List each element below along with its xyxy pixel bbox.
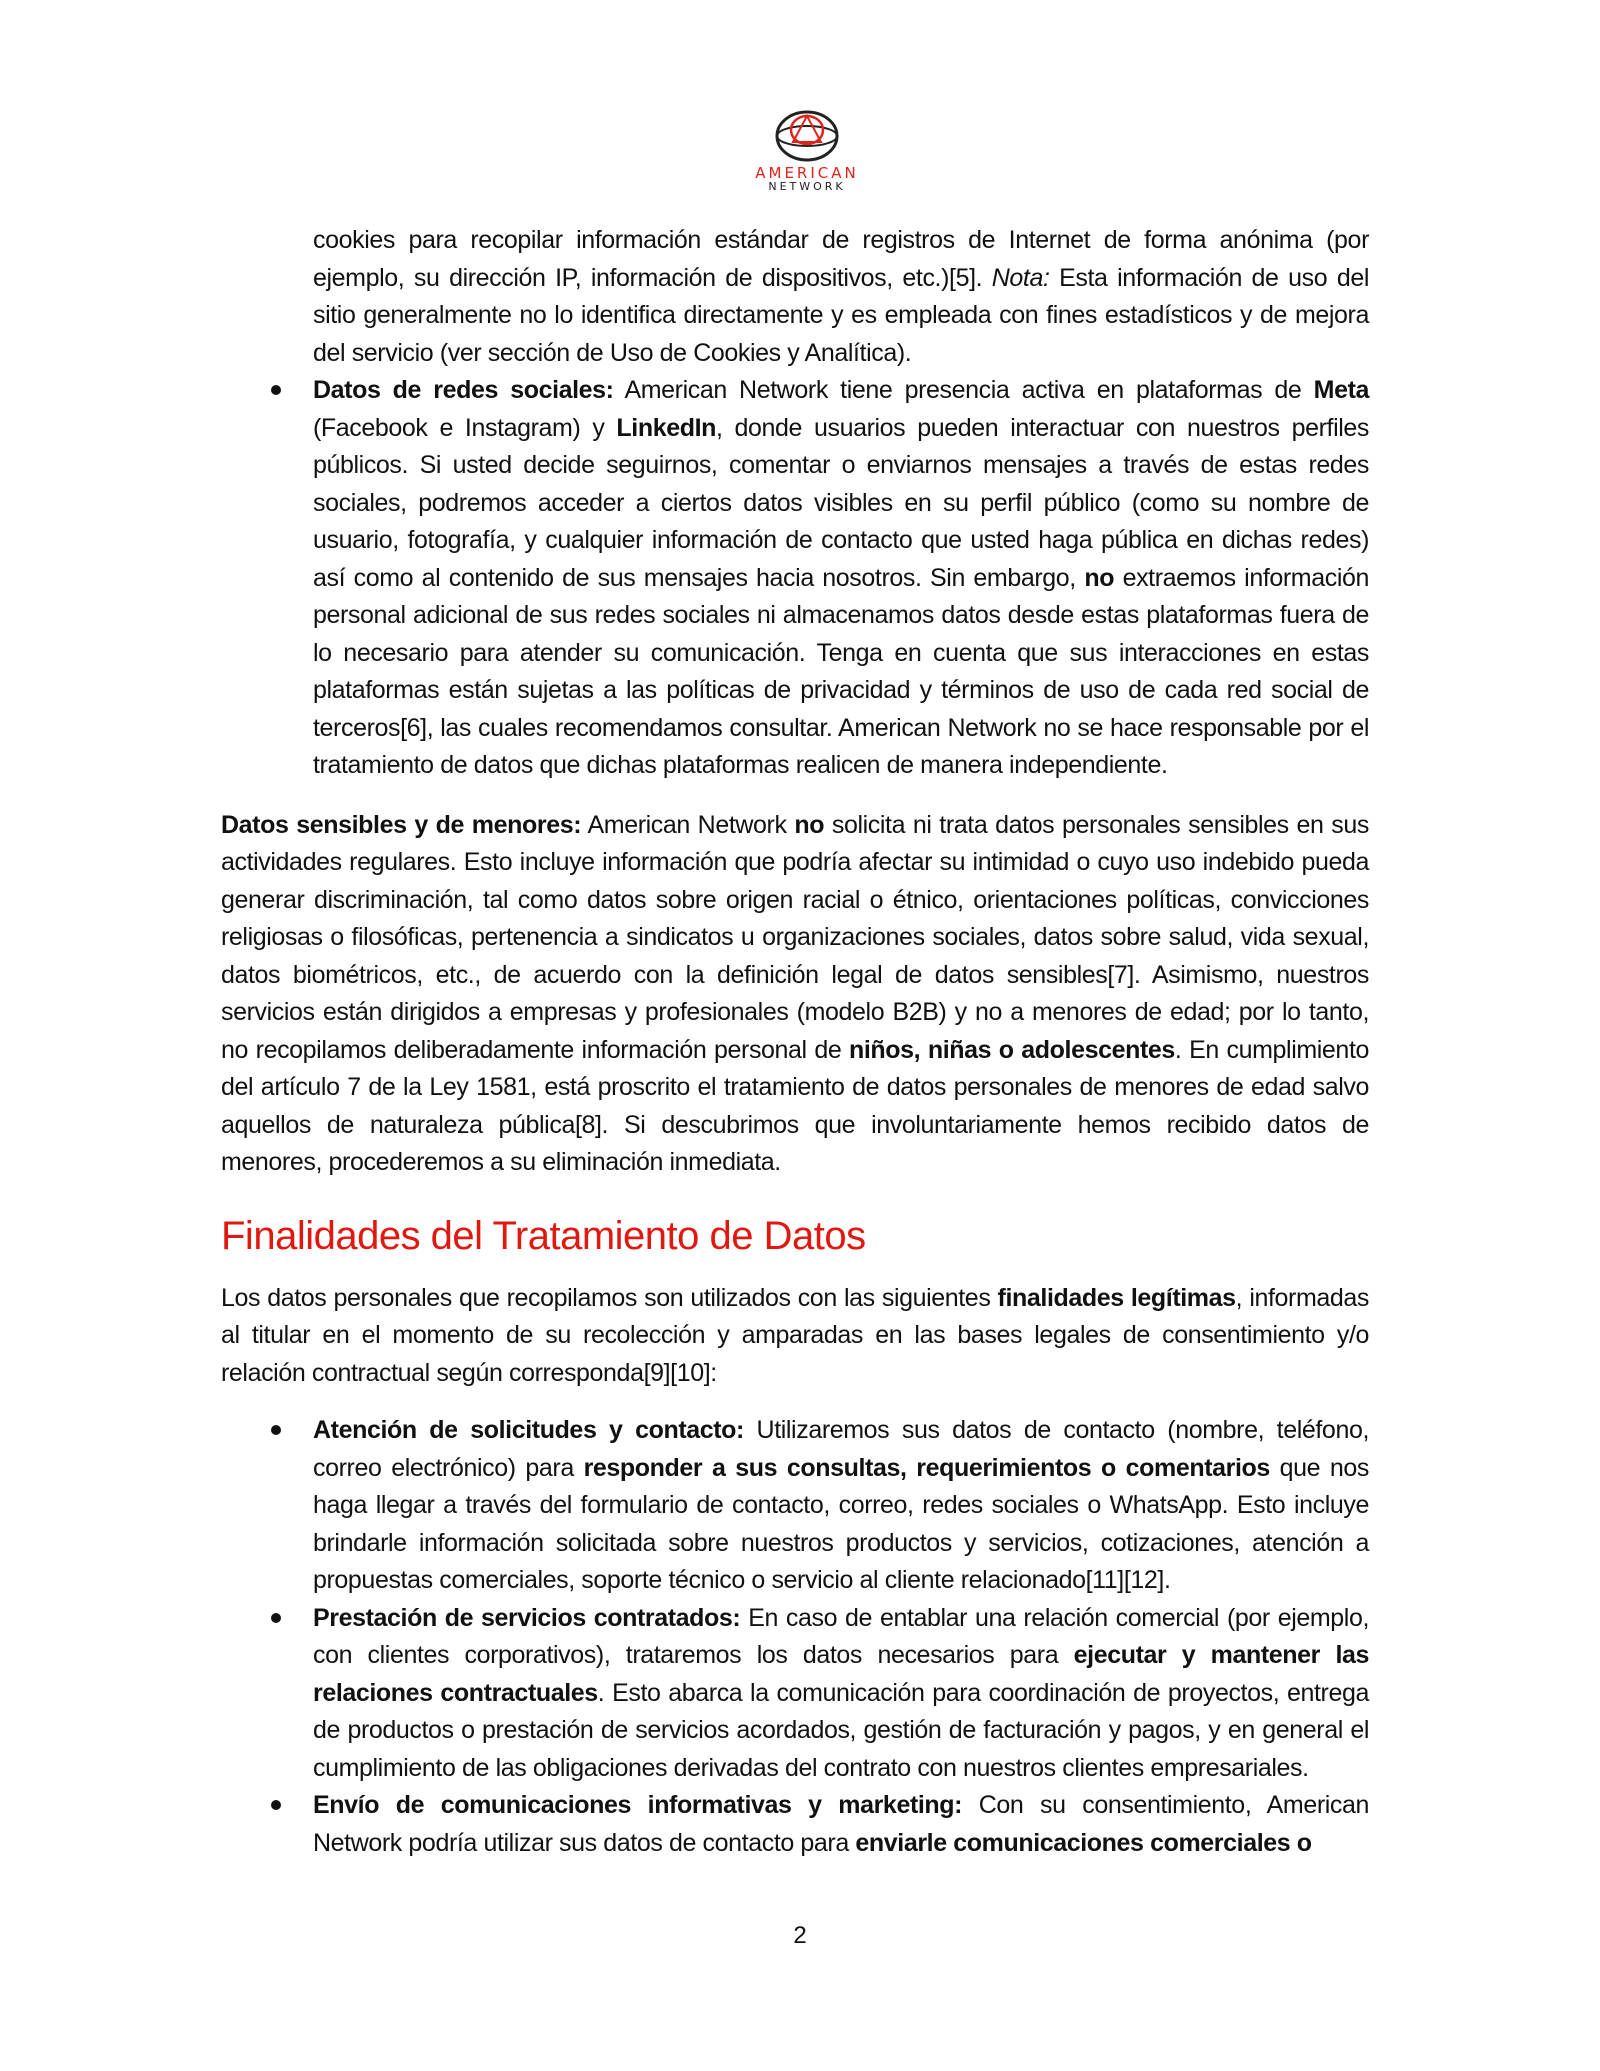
sensitive-label: Datos sensibles y de menores: bbox=[221, 810, 582, 839]
globe-logo-icon bbox=[774, 108, 840, 164]
cookies-continuation: cookies para recopilar información estándar de registros de Internet de forma anónima (por ejemplo, su dirección IP, información de dispositivos, etc.)[5]. Nota: Esta información de uso del sitio generalmente no lo identifica directamente y es empleada con fines estadísticos y de mejora del servicio (ver sección de Uso de Cookies y Analítica). bbox=[313, 226, 1369, 367]
bullet-icon bbox=[271, 1613, 281, 1623]
logo-text-network: NETWORK bbox=[768, 180, 846, 193]
list-item-purpose: Atención de solicitudes y contacto: Utilizaremos sus datos de contacto (nombre, teléfono, correo electrónico) para responder a sus consultas, requerimientos o comentarios que nos haga llegar a través del formulario de contacto, correo, redes sociales o WhatsApp. Esto incluye brindarle información solicitada sobre nuestros productos y servicios, cotizaciones, atención a propuestas comerciales, soporte técnico o servicio al cliente relacionado[11][12]. bbox=[221, 1412, 1369, 1600]
bullet-icon bbox=[271, 1425, 281, 1435]
purposes-list bbox=[221, 1412, 1369, 1862]
document-body bbox=[221, 222, 1369, 1862]
nota-label: Nota: bbox=[991, 263, 1050, 292]
logo-text-american: AMERICAN bbox=[755, 164, 859, 182]
list-item-social: Datos de redes sociales: American Network tiene presencia activa en plataformas de Meta (Facebook e Instagram) y LinkedIn, donde usuarios pueden interactuar con nuestros perfiles públicos. Si usted decide seguirnos, comentar o enviarnos mensajes a través de estas redes sociales, podremos acceder a ciertos datos visibles en su perfil público (como su nombre de usuario, fotografía, y cualquier información de contacto que usted haga pública en dichas redes) así como al contenido de sus mensajes hacia nosotros. Sin embargo, no extraemos información personal adicional de sus redes sociales ni almacenamos datos desde estas plataformas fuera de lo necesario para atender su comunicación. Tenga en cuenta que sus interacciones en estas plataformas están sujetas a las políticas de privacidad y términos de uso de cada red social de terceros[6], las cuales recomendamos consultar. American Network no se hace responsable por el tratamiento de datos que dichas plataformas realicen de manera independiente. bbox=[221, 372, 1369, 785]
bullet-icon bbox=[271, 385, 281, 395]
page-number: 2 bbox=[793, 1922, 807, 1949]
company-logo bbox=[752, 108, 862, 198]
list-item-purpose: Prestación de servicios contratados: En caso de entablar una relación comercial (por ejemplo, con clientes corporativos), trataremos los datos necesarios para ejecutar y mantener las relaciones contractuales. Esto abarca la comunicación para coordinación de proyectos, entrega de productos o prestación de servicios acordados, gestión de facturación y pagos, y en general el cumplimiento de las obligaciones derivadas del contrato con nuestros clientes empresariales. bbox=[221, 1600, 1369, 1788]
section-intro: Los datos personales que recopilamos son utilizados con las siguientes finalidades legítimas, informadas al titular en el momento de su recolección y amparadas en las bases legales de consentimiento y/o relación contractual según corresponda[9][10]: bbox=[221, 1283, 1370, 1387]
social-label: Datos de redes sociales: bbox=[313, 376, 614, 404]
section-title: Finalidades del Tratamiento de Datos bbox=[221, 1213, 866, 1258]
sensitive-data-paragraph: Datos sensibles y de menores: American Network no solicita ni trata datos personales sensibles en sus actividades regulares. Esto incluye información que podría afectar su intimidad o cuyo uso indebido pueda generar discriminación, tal como datos sobre origen racial o étnico, orientaciones políticas, convicciones religiosas o filosóficas, pertenencia a sindicatos u organizaciones sociales, datos sobre salud, vida sexual, datos biométricos, etc., de acuerdo con la definición legal de datos sensibles[7]. Asimismo, nuestros servicios están dirigidos a empresas y profesionales (modelo B2B) y no a menores de edad; por lo tanto, no recopilamos deliberadamente información personal de niños, niñas o adolescentes. En cumplimiento del artículo 7 de la Ley 1581, está proscrito el tratamiento de datos personales de menores de edad salvo aquellos de naturaleza pública[8]. Si descubrimos que involuntariamente hemos recibido datos de menores, procederemos a su eliminación inmediata. bbox=[221, 810, 1369, 1176]
bullet-icon bbox=[271, 1800, 281, 1810]
list-item-purpose: Envío de comunicaciones informativas y marketing: Con su consentimiento, American Network podría utilizar sus datos de contacto para enviarle comunicaciones comerciales o bbox=[221, 1787, 1369, 1862]
data-sources-list bbox=[221, 372, 1369, 785]
